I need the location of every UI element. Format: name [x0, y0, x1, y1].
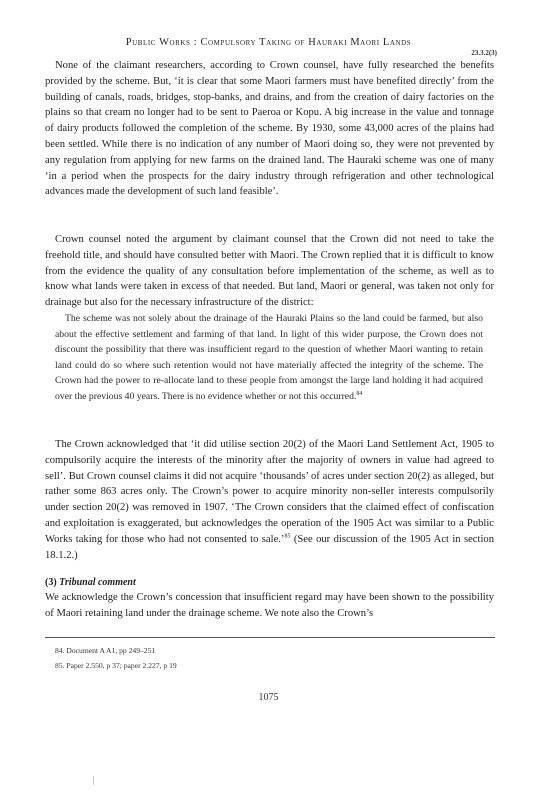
running-head: Public Works : Compulsory Taking of Hauraki Maori Lands: [125, 37, 412, 48]
body-paragraph: Crown counsel noted the argument by claimant counsel that the Crown did not need to take the freehold title, and should have consulted better with Maori. The Crown replied that it is difficult to know from the evidence the quality of any consultation before implementation of the scheme, as well as to know what lands were taken in excess of that needed. But land, Maori or general, was taken not only for drainage but also for the necessary infrastructure of the district:: [45, 234, 494, 309]
section-reference: 23.3.2(3): [471, 49, 497, 57]
body-paragraph: We acknowledge the Crown’s concession that insufficient regard may have been shown to the possibility of Maori retaining land under the drainage scheme. We note also the Crown’s: [45, 592, 494, 619]
body-paragraph: [45, 437, 494, 563]
section-subheading: [45, 577, 136, 588]
scan-mark: [93, 776, 94, 785]
footnote-marker-84: 84: [356, 390, 363, 397]
footnotes: [55, 643, 475, 673]
footnote: 84. Document A A1, pp 249–251: [55, 646, 156, 655]
footnote-divider: [45, 637, 495, 638]
body-paragraph: None of the claimant researchers, according to Crown counsel, have fully researched the benefits provided by the scheme. But, ‘it is clear that some Maori farmers must have benefited directly’ from the building of canals, roads, bridges, stop-banks, and drains, and from the creation of dairy factories on the plains so that cream no longer had to be sent to Paeroa or Kopu. A big increase in the value and tonnage of dairy products followed the completion of the scheme. By 1930, some 43,000 acres of the plains had been settled. While there is no indication of any number of Maori doing so, they were not prevented by any regulation from applying for new farms on the drained land. The Hauraki scheme was one of many ‘in a period when the prospects for the dairy industry through refrigeration and other technological advances made the development of such land feasible’.: [45, 60, 494, 198]
quote-paragraph: [55, 311, 483, 405]
body-paragraph-3-block: [45, 437, 494, 563]
subheading-title: Tribunal comment: [59, 577, 136, 588]
body-text-run: The Crown acknowledged that ‘it did utilise section 20(2) of the Maori Land Settlement Act, 1905 to compulsorily acquire the interests of the minority after the majority of owners in value had agreed to sell’. But Crown counsel claims it did not acquire ‘thousands’ of acres under section 20(2) as alleged, but rather some 863 acres only. The Crown’s power to acquire minority non-seller interests compulsorily under section 20(2) was removed in 1907. ‘The Crown considers that the claimed effect of confiscation and exploitation is exaggerated, but acknowledges the operation of the 1905 Act was similar to a Public Works taking for those who had not consented to sale.’: [45, 439, 494, 545]
block-quote: [55, 311, 483, 405]
subheading-number: (3): [45, 577, 57, 588]
body-text-run: (See our discussion of the 1905 Act in section 18.1.2.): [45, 533, 494, 561]
page-number: 1075: [258, 692, 279, 703]
body-paragraph-1-block: [45, 58, 494, 200]
footnote-marker-85: 85: [284, 533, 291, 540]
body-paragraph-4-block: [45, 590, 494, 622]
body-paragraph-2-block: [45, 232, 494, 311]
quote-text: The scheme was not solely about the drainage of the Hauraki Plains so the land could be farmed, but also about the effective settlement and farming of that land. In light of this wider purpose, the Crown does not discount the possibility that there was insufficient regard to the question of whether Maori wanting to retain land could do so where such retention would not have materially affected the integrity of the scheme. The Crown had the power to re-allocate land to these people from amongst the large land holding it had acquired over the previous 40 years. There is no evidence whether or not this occurred.: [55, 313, 483, 402]
footnote: 85. Paper 2.550, p 37; paper 2.227, p 19: [55, 661, 177, 670]
